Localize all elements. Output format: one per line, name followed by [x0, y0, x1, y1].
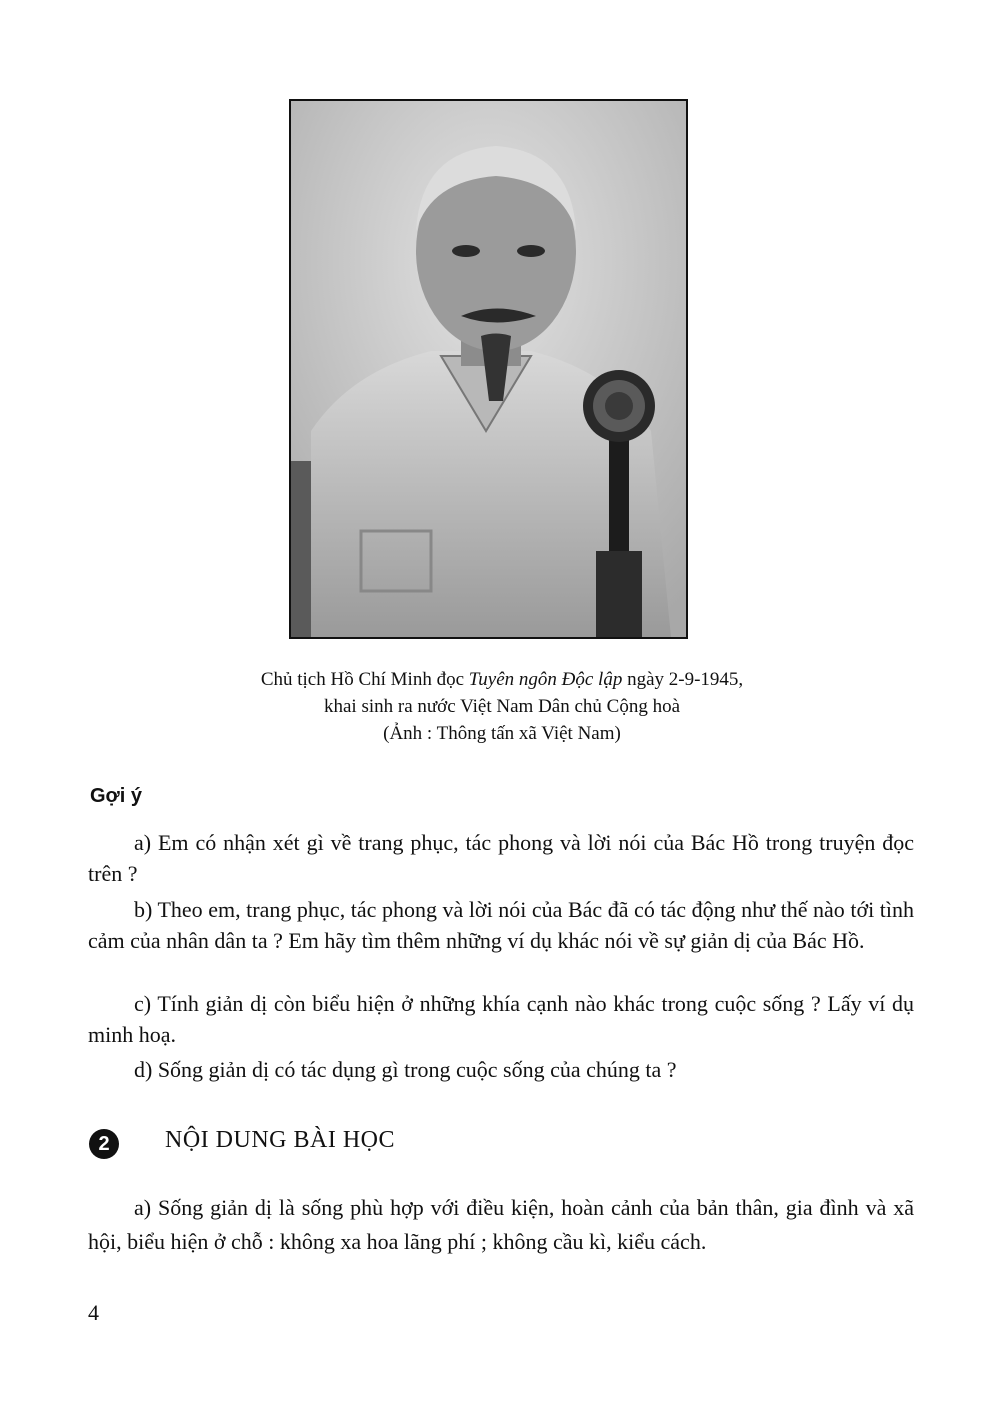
page-number: 4 — [88, 1300, 99, 1325]
caption-line-1: Chủ tịch Hồ Chí Minh đọc Tuyên ngôn Độc lập ngày 2-9-1945, — [260, 669, 744, 690]
hint-question-d: d) Sống giản dị có tác dụng gì trong cuộc sống của chúng ta ? — [134, 1057, 677, 1082]
section-number-badge: 2 — [89, 1129, 119, 1159]
caption-line-2: khai sinh ra nước Việt Nam Dân chủ Cộng hoà — [323, 696, 681, 717]
section-title: NỘI DUNG BÀI HỌC — [165, 1127, 395, 1153]
hint-question-a: a) Em có nhận xét gì về trang phục, tác phong và lời nói của Bác Hồ trong truyện đọc trên ? — [88, 830, 914, 886]
portrait-photo-icon — [291, 101, 686, 637]
hint-heading: Gợi ý — [90, 785, 143, 807]
caption-line-3: (Ảnh : Thông tấn xã Việt Nam) — [383, 723, 621, 744]
caption-italic-title: Tuyên ngôn Độc lập — [468, 669, 623, 690]
hint-question-b: b) Theo em, trang phục, tác phong và lời nói của Bác đã có tác động như thế nào tới tình cảm của nhân dân ta ? Em hãy tìm thêm những ví dụ khác nói về sự giản dị của Bác Hồ. — [88, 897, 914, 953]
portrait-photo — [289, 99, 688, 639]
lesson-paragraph: a) Sống giản dị là sống phù hợp với điều kiện, hoàn cảnh của bản thân, gia đình và xã hội, biểu hiện ở chỗ : không xa hoa lãng phí ; không cầu kì, kiểu cách. — [88, 1195, 914, 1254]
photo-caption — [150, 666, 854, 747]
hint-question-c: c) Tính giản dị còn biểu hiện ở những khía cạnh nào khác trong cuộc sống ? Lấy ví dụ minh hoạ. — [88, 991, 914, 1047]
